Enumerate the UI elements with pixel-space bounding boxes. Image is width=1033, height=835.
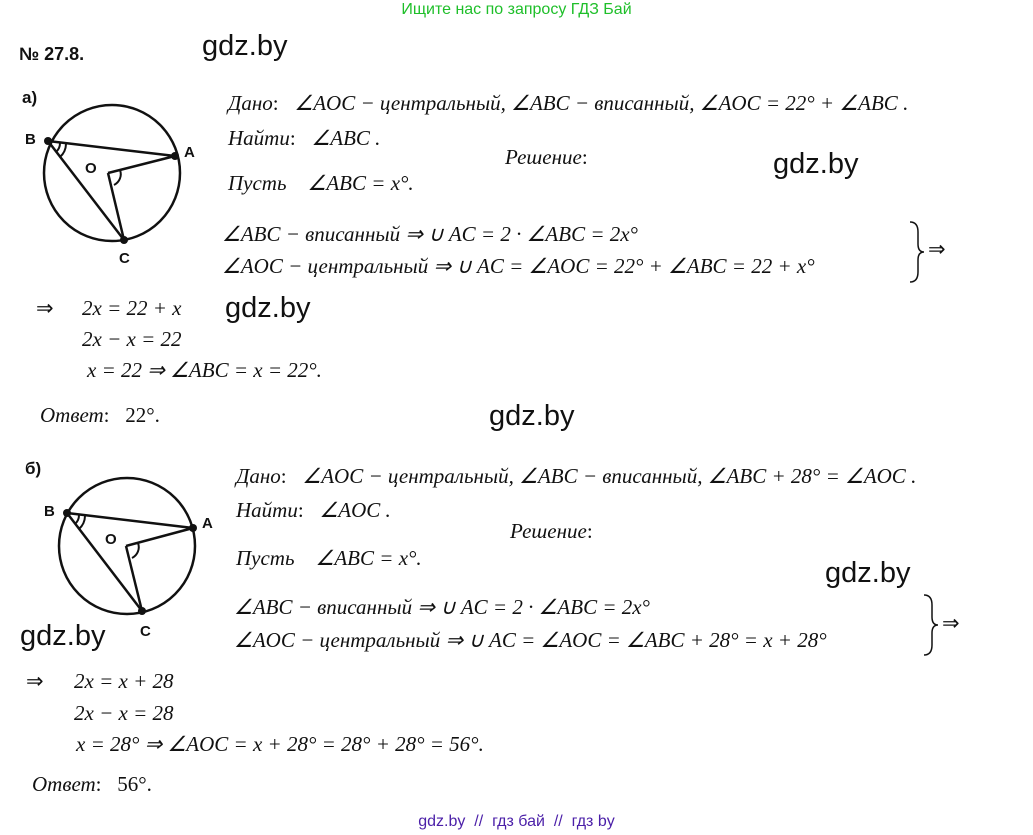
equation-2-a: 2x − x = 22 xyxy=(82,327,182,351)
circle-figure-b xyxy=(0,0,220,200)
point-c xyxy=(120,236,128,244)
chord-ba xyxy=(67,513,193,528)
let-text: ∠ABC = x°. xyxy=(307,171,414,195)
answer-value: 56°. xyxy=(117,772,152,796)
answer-b: Ответ: 56°. xyxy=(32,772,152,796)
find-text: ∠AOC . xyxy=(319,498,391,522)
solution-heading-b: Решение: xyxy=(510,519,593,543)
given-a: Дано: ∠AOC − центральный, ∠ABC − вписанный, ∠AOC = 22° + ∠ABC . xyxy=(228,91,909,115)
top-banner[interactable]: Ищите нас по запросу ГДЗ Бай xyxy=(401,1,632,18)
answer-value: 22°. xyxy=(125,403,160,427)
implies-b: ⇒ xyxy=(942,611,960,635)
point-a xyxy=(189,524,197,532)
curly-brace-a xyxy=(908,220,928,284)
find-label: Найти xyxy=(236,498,298,522)
system-line-2-b: ∠AOC − центральный ⇒ ∪ AC = ∠AOC = ∠ABC + 28° = x + 28° xyxy=(234,628,827,652)
implies-arrow-a: ⇒ xyxy=(36,296,54,320)
given-label: Дано xyxy=(228,91,273,115)
watermark: gdz.by xyxy=(825,557,911,589)
watermark: gdz.by xyxy=(225,292,311,324)
radius-oa xyxy=(126,528,193,546)
part-a-label: а) xyxy=(22,88,38,107)
system-line-1-a: ∠ABC − вписанный ⇒ ∪ AC = 2 · ∠ABC = 2x° xyxy=(222,222,638,246)
equation-2-b: 2x − x = 28 xyxy=(74,701,174,725)
given-text: ∠AOC − центральный, ∠ABC − вписанный, ∠ABC + 28° = ∠AOC . xyxy=(302,464,917,488)
given-label: Дано xyxy=(236,464,281,488)
let-label: Пусть xyxy=(236,546,295,570)
solution-heading-a: Решение: xyxy=(505,145,588,169)
find-a: Найти: ∠ABC . xyxy=(228,126,381,150)
equation-1-b: 2x = x + 28 xyxy=(74,669,174,693)
equation-1-a: 2x = 22 + x xyxy=(82,296,182,320)
angle-arc-b2 xyxy=(79,516,85,529)
point-label-c: C xyxy=(119,250,130,267)
implies-a: ⇒ xyxy=(928,237,946,261)
answer-label: Ответ xyxy=(32,772,96,796)
point-label-c: C xyxy=(140,623,151,640)
find-label: Найти xyxy=(228,126,290,150)
watermark: gdz.by xyxy=(202,30,288,62)
curly-brace-b xyxy=(922,593,942,657)
footer-links[interactable]: gdz.by // гдз бай // гдз by xyxy=(418,813,615,830)
angle-arc-b xyxy=(75,515,79,524)
answer-a: Ответ: 22°. xyxy=(40,403,160,427)
find-b: Найти: ∠AOC . xyxy=(236,498,391,522)
find-text: ∠ABC . xyxy=(311,126,381,150)
answer-label: Ответ xyxy=(40,403,104,427)
point-label-b: B xyxy=(44,503,55,520)
let-label: Пусть xyxy=(228,171,287,195)
point-label-b: B xyxy=(25,131,36,148)
point-label-a: A xyxy=(202,515,213,532)
system-line-1-b: ∠ABC − вписанный ⇒ ∪ AC = 2 · ∠ABC = 2x° xyxy=(234,595,650,619)
equation-3-a: x = 22 ⇒ ∠ABC = x = 22°. xyxy=(87,358,322,382)
point-label-o: O xyxy=(85,160,97,177)
system-line-2-a: ∠AOC − центральный ⇒ ∪ AC = ∠AOC = 22° + ∠ABC = 22 + x° xyxy=(222,254,815,278)
let-text: ∠ABC = x°. xyxy=(315,546,422,570)
given-text: ∠AOC − центральный, ∠ABC − вписанный, ∠AOC = 22° + ∠ABC . xyxy=(294,91,909,115)
implies-arrow-b: ⇒ xyxy=(26,669,44,693)
part-b-label: б) xyxy=(25,459,42,478)
point-c xyxy=(138,607,146,615)
let-b xyxy=(236,546,422,571)
point-label-a: A xyxy=(184,144,195,161)
equation-3-b: x = 28° ⇒ ∠AOC = x + 28° = 28° + 28° = 56°. xyxy=(76,732,484,756)
let-a xyxy=(228,171,414,196)
watermark: gdz.by xyxy=(773,148,859,180)
point-label-o: O xyxy=(105,531,117,548)
point-b xyxy=(63,509,71,517)
given-b: Дано: ∠AOC − центральный, ∠ABC − вписанный, ∠ABC + 28° = ∠AOC . xyxy=(236,464,917,488)
problem-number: № 27.8. xyxy=(19,44,85,64)
watermark: gdz.by xyxy=(489,400,575,432)
watermark: gdz.by xyxy=(20,620,106,652)
